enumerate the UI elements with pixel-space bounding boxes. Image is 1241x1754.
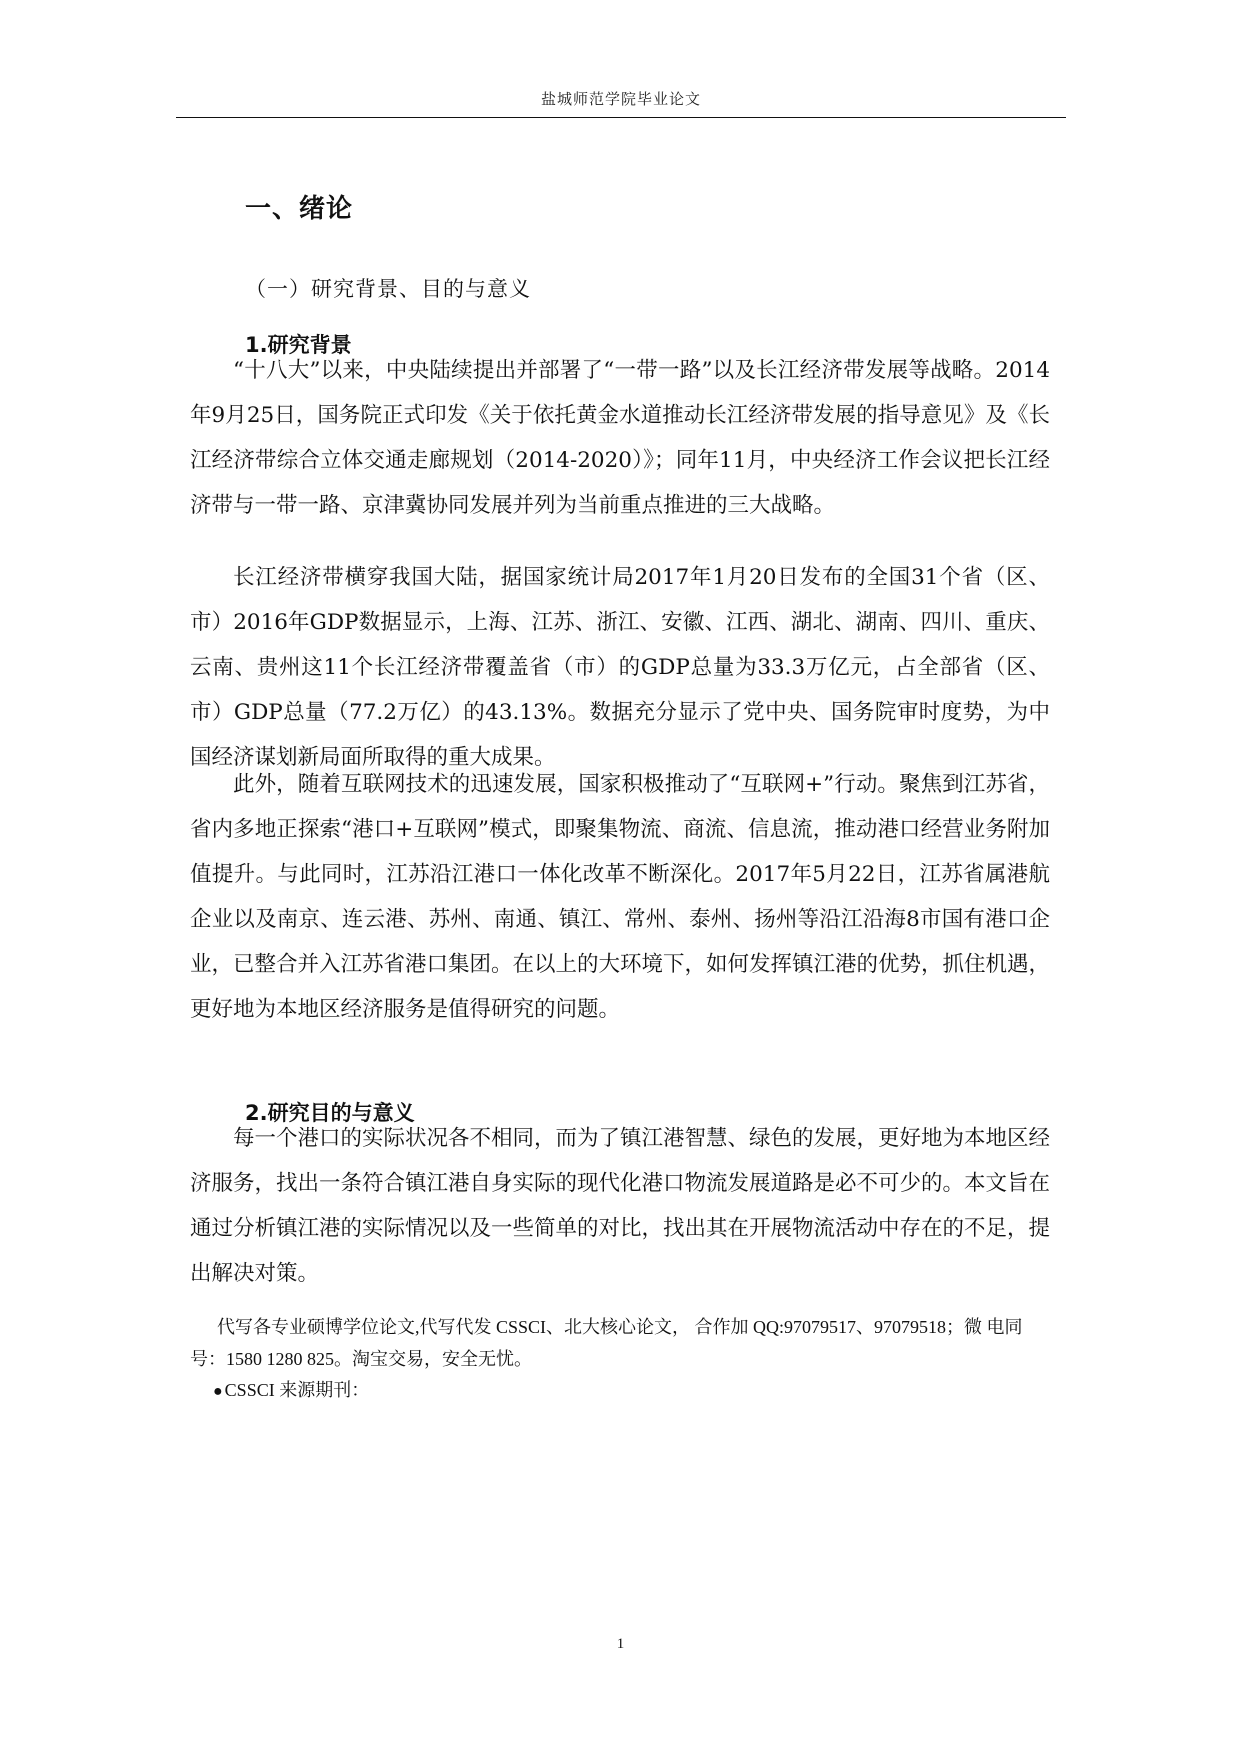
section-heading: （一）研究背景、目的与意义	[245, 277, 531, 301]
paragraph-background-1: “十八大”以来，中央陆续提出并部署了“一带一路”以及长江经济带发展等战略。2014年9月25日，国务院正式印发《关于依托黄金水道推动长江经济带发展的指导意见》及《长江经济带综合立体交通走廊规划（2014-2020）》；同年11月，中央经济工作会议把长江经济带与一带一路、京津冀协同发展并列为当前重点推进的三大战略。	[190, 358, 1050, 518]
source-journal-line	[213, 1376, 369, 1402]
advertisement-note: 代写各专业硕博学位论文,代写代发 CSSCI、北大核心论文， 合作加 QQ:97079517、97079518；微 电同号：1580 1280 825。淘宝交易，安全无忧。	[190, 1317, 1023, 1369]
paragraph-purpose-1: 每一个港口的实际状况各不相同，而为了镇江港智慧、绿色的发展，更好地为本地区经济服务，找出一条符合镇江港自身实际的现代化港口物流发展道路是必不可少的。本文旨在通过分析镇江港的实际情况以及一些简单的对比，找出其在开展物流活动中存在的不足，提出解决对策。	[190, 1126, 1051, 1286]
paragraph-background-2: 长江经济带横穿我国大陆，据国家统计局2017年1月20日发布的全国31个省（区、市）2016年GDP数据显示，上海、江苏、浙江、安徽、江西、湖北、湖南、四川、重庆、云南、贵州这11个长江经济带覆盖省（市）的GDP总量为33.3万亿元，占全部省（区、市）GDP总量（77.2万亿）的43.13%。数据充分显示了党中央、国务院审时度势，为中国经济谋划新局面所取得的重大成果。	[190, 565, 1050, 770]
subsection-heading-background: 1.研究背景	[245, 333, 352, 357]
running-header: 盐城师范学院毕业论文	[540, 90, 701, 108]
header-rule	[176, 117, 1066, 118]
paragraph-background-3: 此外，随着互联网技术的迅速发展，国家积极推动了“互联网+”行动。聚焦到江苏省，省内多地正探索“港口+互联网”模式，即聚集物流、商流、信息流，推动港口经营业务附加值提升。与此同时，江苏沿江港口一体化改革不断深化。2017年5月22日，江苏省属港航企业以及南京、连云港、苏州、南通、镇江、常州、泰州、扬州等沿江沿海8市国有港口企业，已整合并入江苏省港口集团。在以上的大环境下，如何发挥镇江港的优势，抓住机遇，更好地为本地区经济服务是值得研究的问题。	[190, 772, 1051, 1022]
page-number: 1	[616, 1636, 625, 1652]
subsection-heading-purpose: 2.研究目的与意义	[245, 1101, 415, 1125]
source-journal-label: CSSCI 来源期刊：	[224, 1380, 370, 1400]
bullet-icon: ●	[213, 1383, 223, 1400]
chapter-heading: 一、绪论	[245, 194, 354, 224]
